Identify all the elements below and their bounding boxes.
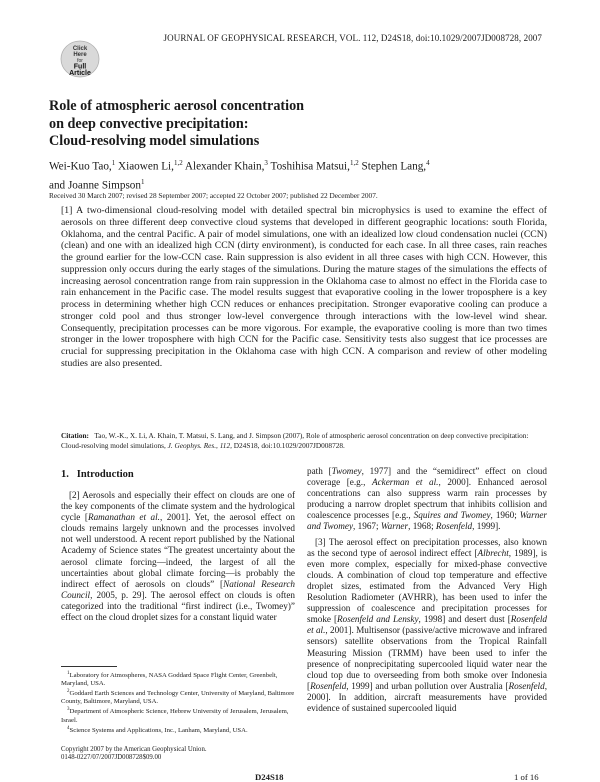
text-run: Aerosols and especially their effect on clouds are one of the key components of the climate system and the hydrological cycle [	[61, 490, 296, 523]
reference: Twomey	[331, 466, 362, 476]
footnote	[61, 670, 295, 688]
copyright-line: Copyright 2007 by the American Geophysical Union.	[61, 746, 207, 753]
footnote	[61, 725, 295, 735]
left-column	[61, 490, 295, 623]
text-run: , 1999] and urban pollution over Australia [	[346, 680, 509, 691]
reference: Rosenfeld and Lensky	[337, 614, 419, 625]
title-line-3: Cloud-resolving model simulations	[49, 133, 260, 149]
reference: Rosenfeld	[508, 680, 545, 691]
footer-article-id: D24S18	[255, 772, 284, 782]
section-title: Introduction	[76, 469, 134, 480]
title-line-2: on deep convective precipitation:	[49, 115, 249, 132]
click-here-full-article-logo[interactable]	[60, 40, 100, 78]
section-number: 1.	[61, 469, 69, 480]
journal-header: JOURNAL OF GEOPHYSICAL RESEARCH, VOL. 112, D24S18, doi:10.1029/2007JD008728, 2007	[163, 33, 542, 43]
copyright-notice	[61, 746, 295, 762]
text-run: , 1968;	[408, 521, 436, 532]
logo-article: Article	[69, 70, 91, 77]
logo-full: Full	[73, 63, 87, 71]
text-run: , 1998] and desert dust [	[418, 614, 511, 625]
paragraph-number: [3]	[315, 536, 326, 547]
footnote-mark: 2	[67, 689, 70, 695]
footnote-mark: 4	[67, 725, 70, 731]
body-paragraph	[307, 466, 547, 533]
citation-journal: J. Geophys. Res., 112,	[167, 440, 232, 450]
affiliation-mark: 4	[426, 159, 430, 167]
reference: Squires and Twomey	[413, 510, 491, 521]
citation-text: Tao, W.-K., X. Li, A. Khain, T. Matsui, S. Lang, and J. Simpson (2007), Role of atmospheric aerosol concentration on deep convective precipitation: Cloud-resolving model simulations,	[61, 431, 529, 450]
paragraph-number: [1]	[61, 205, 73, 216]
author-name: Toshihisa Matsui,	[270, 160, 350, 173]
text-run: , 1989], is even more complex, especially for mixed-phase convective clouds. A combination of cloud top temperature and effective droplet sizes, estimated from the Advanced Very High Resolution Radiometer (AVHRR), has been used to infer the suppression of coalescence and precipitation processes for smoke [	[307, 547, 547, 625]
paper-title	[49, 98, 509, 151]
logo-here: Here	[73, 52, 87, 58]
text-run: , 2001]. Yet, the aerosol effect on clouds remains largely unknown and the processes involved not well understood. A recent report published by the National Academy of Science states “The greatest uncertainty about the aerosol climate forcing—indeed, the largest of all the uncertainties about global climate forcing—is probably the indirect effect of aerosols on clouds” [	[61, 512, 295, 589]
reference: National Research Council	[61, 578, 295, 600]
text-run: , 1960;	[490, 510, 520, 521]
logo-for: for	[77, 58, 83, 64]
footnote	[61, 706, 295, 724]
affiliation-mark: 1	[111, 159, 116, 167]
footnote-divider	[61, 666, 117, 667]
author-name: Stephen Lang,	[361, 160, 427, 173]
body-paragraph	[307, 537, 547, 715]
text-run: , 1967;	[353, 521, 381, 532]
reference: Rosenfeld	[435, 521, 473, 532]
footer-page-number: 1 of 16	[514, 772, 539, 782]
section-heading	[61, 469, 134, 480]
reference: Albrecht	[477, 547, 509, 558]
text-run: , 1999].	[472, 521, 501, 532]
text-run: , 1977] and the “semidirect” effect on cloud coverage [e.g.,	[307, 466, 547, 488]
reference: Warner	[380, 521, 409, 532]
author-name: Wei-Kuo Tao,	[49, 160, 112, 173]
footnote-text: Department of Atmospheric Science, Hebrew University of Jerusalem, Jerusalem, Israel.	[61, 708, 289, 724]
citation	[61, 431, 547, 450]
text-run: The aerosol effect on precipitation processes, also known as the second type of aerosol indirect effect [	[307, 536, 547, 558]
paragraph-number: [2]	[69, 490, 80, 500]
publication-dates: Received 30 March 2007; revised 28 September 2007; accepted 22 October 2007; published 22 December 2007.	[49, 191, 378, 200]
author-list	[49, 156, 569, 193]
abstract-text: A two-dimensional cloud-resolving model with detailed spectral bin microphysics is used to examine the effect of aerosols on three different deep convective cloud systems that developed in different geographic locations: south Florida, Oklahoma, and the central Pacific. A pair of model simulations, one with an idealized low cloud condensation nuclei (CCN) (clean) and one with an idealized high CCN (dirty environment), is conducted for each case. In all three cases, rain reaches the ground earlier for the low-CCN case. Rain suppression is also evident in all three cases with high CCN. However, this suppression only occurs during the early stages of the simulations. During the mature stages of the simulations the effects of increasing aerosol concentration range from rain suppression in the Oklahoma case to almost no effect in the Florida case to rain enhancement in the Pacific case. The model results suggest that evaporative cooling in the lower troposphere is a key process in determining whether high CCN reduces or enhances precipitation. Stronger evaporative cooling can produce a stronger cold pool and thus stronger low-level convergence through interactions with the low-level wind shear. Consequently, precipitation processes can be more vigorous. For example, the evaporative cooling is more than two times stronger in the lower troposphere with high CCN for the Pacific case. Sensitivity tests also suggest that ice processes are crucial for suppressing precipitation in the Oklahoma case with high CCN. A comparison and review of other modeling studies are also presented.	[61, 205, 547, 369]
affiliation-mark: 1	[140, 177, 145, 186]
text-run: , 2000]. In addition, aircraft measurements have provided evidence of sustained supercooled liquid	[307, 680, 547, 713]
reference: Ramanathan et al.	[87, 512, 160, 523]
footnote-mark: 3	[67, 707, 70, 713]
author-name: Alexander Khain,	[184, 160, 265, 173]
reference: Rosenfeld et al.	[307, 614, 547, 636]
affiliation-mark: 3	[264, 159, 268, 167]
body-paragraph	[61, 490, 295, 623]
text-run: , 2001]. Multisensor (passive/active microwave and infrared sensors) satellite observations from the Tropical Rainfall Measuring Mission (TRMM) have been used to infer the presence of nonprecipitating supercooled liquid water near the cloud top due to overseeding from both smoke over Indonesia [	[307, 625, 548, 691]
reference: Rosenfeld	[310, 680, 347, 691]
reference: Ackerman et al.	[371, 477, 439, 488]
affiliation-mark: 1,2	[173, 159, 183, 167]
title-line-1: Role of atmospheric aerosol concentration	[49, 98, 305, 114]
abstract	[61, 205, 547, 370]
text-run: path [	[307, 466, 332, 476]
issn-line: 0148-0227/07/2007JD008728$09.00	[61, 754, 162, 761]
right-column	[307, 466, 547, 714]
footnote-text: Laboratory for Atmospheres, NASA Goddard Space Flight Center, Greenbelt, Maryland, USA.	[61, 672, 278, 688]
footnote-mark: 1	[67, 671, 70, 676]
footnote-text: Goddard Earth Sciences and Technology Center, University of Maryland, Baltimore County, Baltimore, Maryland, USA.	[61, 690, 295, 706]
affiliation-mark: 1,2	[349, 159, 359, 167]
citation-doi: D24S18, doi:10.1029/2007JD008728.	[233, 440, 345, 450]
text-run: , 2005, p. 29]. The aerosol effect on clouds is often categorized into the traditional “first indirect (i.e., Twomey)” effect on the cloud droplet sizes for a constant liquid water	[61, 589, 295, 623]
reference: Warner and Twomey	[307, 510, 547, 532]
footnote-text: Science Systems and Applications, Inc., Lanham, Maryland, USA.	[69, 726, 248, 734]
author-name: Xiaowen Li,	[118, 160, 174, 173]
text-run: , 2000]. Enhanced aerosol concentrations can also suppress warm rain processes by producing a narrow droplet spectrum that inhibits collision and coalescence processes [e.g.,	[307, 477, 547, 521]
citation-label: Citation:	[61, 431, 89, 440]
author-name: and Joanne Simpson	[49, 179, 141, 192]
footnote	[61, 688, 295, 706]
affiliation-footnotes	[61, 670, 295, 735]
logo-click: Click	[72, 46, 88, 52]
